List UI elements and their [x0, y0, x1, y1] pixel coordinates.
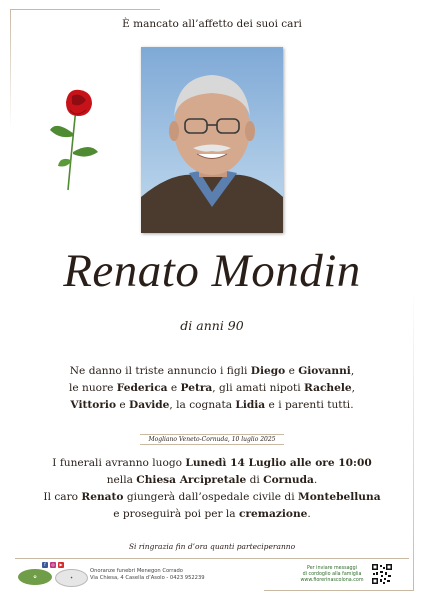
funeral-line-3	[20, 489, 404, 506]
announcement-line-2	[20, 380, 404, 397]
text: e	[116, 399, 130, 411]
age: di anni 90	[180, 318, 244, 333]
condolence-info	[296, 566, 368, 584]
text: ,	[350, 365, 355, 377]
name-diego: Diego	[250, 365, 286, 377]
condolence-link[interactable]: www.fiorerinascolona.com	[300, 578, 364, 583]
name-rachele: Rachele	[304, 382, 352, 394]
text: giungerà dall’ospedale civile di	[123, 491, 298, 503]
funeral-paragraph	[20, 455, 404, 523]
text: e	[167, 382, 181, 394]
condolence-line-2: di cordoglio alla famiglia	[302, 572, 362, 577]
announcement-paragraph	[20, 363, 404, 414]
frame-line-bottom	[264, 590, 414, 591]
text: e proseguirà poi per la	[113, 508, 239, 520]
heading: È mancato all’affetto dei suoi cari	[122, 18, 302, 30]
instagram-icon[interactable]: ◎	[51, 562, 55, 567]
youtube-icon[interactable]: ▶	[59, 562, 63, 567]
text: e i parenti tutti.	[265, 399, 354, 411]
partner-logo-green: ✿	[18, 569, 52, 585]
name-davide: Davide	[129, 399, 170, 411]
town-name: Cornuda	[263, 474, 314, 486]
text: le nuore	[69, 382, 117, 394]
text: Il caro	[43, 491, 82, 503]
name-vittorio: Vittorio	[70, 399, 117, 411]
name-giovanni: Giovanni	[298, 365, 351, 377]
name-petra: Petra	[180, 382, 213, 394]
text: ,	[351, 382, 355, 394]
qr-code-icon[interactable]	[371, 563, 393, 585]
text: , la cognata	[169, 399, 236, 411]
place-date	[0, 426, 424, 445]
partner-logo-grey: ✦	[55, 569, 88, 587]
funeral-line-2	[20, 472, 404, 489]
text: .	[313, 474, 318, 486]
funeral-datetime: Lunedì 14 Luglio alle ore 10:00	[185, 457, 372, 469]
social-icons	[42, 562, 64, 568]
text: I funerali avranno luogo	[52, 457, 186, 469]
text: nella	[106, 474, 137, 486]
church-name: Chiesa Arcipretale	[136, 474, 247, 486]
frame-line-top	[10, 9, 160, 10]
text: e	[285, 365, 299, 377]
agency-info	[90, 568, 205, 582]
footer-divider	[15, 558, 409, 559]
cremation: cremazione	[239, 508, 308, 520]
funeral-line-1	[20, 455, 404, 472]
text: , gli amati nipoti	[212, 382, 305, 394]
deceased-name: Renato Mondin	[63, 245, 361, 297]
agency-address: Via Chiesa, 4 Casella d’Asolo - 0423 952239	[90, 575, 205, 582]
funeral-line-4	[20, 506, 404, 523]
agency-name: Onoranze funebri Menegon Corrado	[90, 568, 183, 574]
announcement-line-3	[20, 397, 404, 414]
announcement-line-1	[20, 363, 404, 380]
rose-icon	[46, 86, 102, 194]
text: .	[307, 508, 311, 520]
name-renato: Renato	[81, 491, 124, 503]
portrait-photo	[141, 47, 283, 233]
place-date-text: Mogliano Veneto-Cornuda, 10 luglio 2025	[140, 434, 283, 445]
hospital-town: Montebelluna	[297, 491, 381, 503]
name-federica: Federica	[116, 382, 168, 394]
thanks-line: Si ringrazia fin d’ora quanti parteciperanno	[128, 542, 296, 551]
name-lidia: Lidia	[235, 399, 266, 411]
facebook-icon[interactable]: f	[42, 562, 48, 568]
text: Ne danno il triste annuncio i figli	[69, 365, 251, 377]
text: di	[246, 474, 264, 486]
condolence-line-1: Per inviare messaggi	[307, 566, 357, 571]
